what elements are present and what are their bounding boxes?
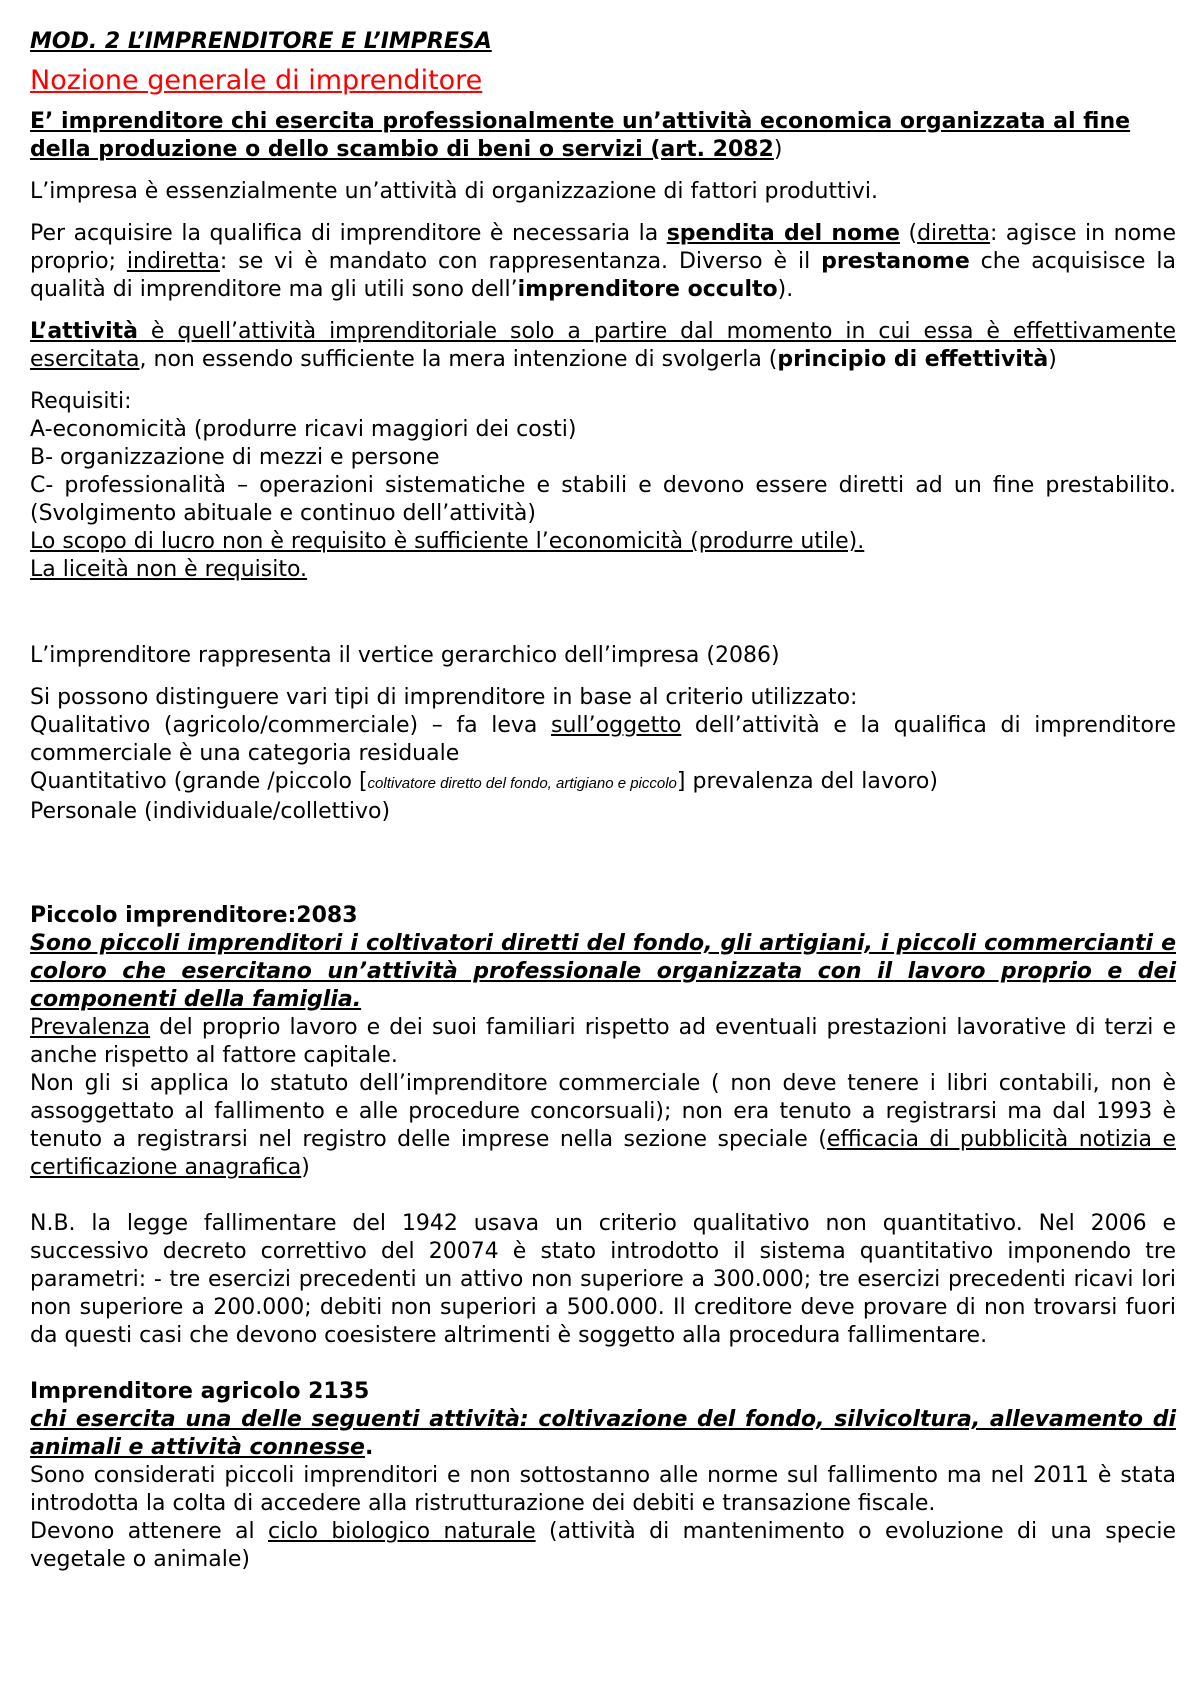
sull-oggetto-term: sull’oggetto — [551, 713, 682, 738]
piccolo-definition: Sono piccoli imprenditori i coltivatori diretti del fondo, gli artigiani, i piccoli commercianti e coloro che esercitano un’attività professionale organizzata con il lavoro proprio e dei componenti della famiglia. — [30, 931, 1176, 1012]
piccolo-heading: Piccolo imprenditore:2083 — [30, 903, 358, 928]
prestanome-term: prestanome — [821, 249, 970, 274]
nota-bene-paragraph: N.B. la legge fallimentare del 1942 usava un criterio qualitativo non quantitativo. Nel 2006 e successivo decreto correttivo del 20074 è stato introdotto il sistema quantitativo imponendo tre parametri: - tre esercizi precedenti un attivo non superiore a 300.000; tre esercizi precedenti ricavi lori non superiore a 200.000; debiti non superiori a 500.000. Il creditore deve provare di non trovarsi fuori da questi casi che devono coesistere altrimenti è soggetto alla procedura fallimentare. — [30, 1211, 1176, 1348]
ciclo-biologico-term: ciclo biologico naturale — [268, 1519, 536, 1544]
document-title: MOD. 2 L’IMPRENDITORE E L’IMPRESA — [30, 29, 492, 54]
agricolo-definition — [30, 1406, 1176, 1462]
statuto-text-1: Non gli si applica lo statuto dell’imprenditore commerciale ( non deve tenere i libri contabili, non è assoggettato al fallimento e alle procedure concorsuali); non era tenuto a registrarsi ma dal 1993 è tenuto a registrarsi nel registro delle imprese nella sezione speciale ( — [30, 1071, 1176, 1152]
vertice-paragraph: L’imprenditore rappresenta il vertice gerarchico dell’impresa (2086) — [30, 643, 780, 668]
spendita-text-1: Per acquisire la qualifica di imprenditore è necessaria la — [30, 221, 667, 246]
quantitativo-text-1: Quantitativo (grande /piccolo [ — [30, 769, 368, 794]
impresa-paragraph: L’impresa è essenzialmente un’attività di organizzazione di fattori produttivi. — [30, 179, 878, 204]
quantitativo-note: coltivatore diretto del fondo, artigiano e piccolo — [367, 775, 677, 792]
attivita-term: L’attività — [30, 319, 138, 344]
agricolo-definition-end: . — [364, 1435, 374, 1460]
definition-paragraph — [30, 108, 1176, 164]
diretta-term: diretta — [917, 221, 990, 246]
qualitativo-text-2: dell’attività e la qualifica di imprenditore commerciale è una categoria residuale — [30, 713, 1176, 766]
agricolo-definition-text: chi esercita una delle seguenti attività: coltivazione del fondo, silvicoltura, allevamento di animali e attività connesse — [30, 1407, 1176, 1460]
spendita-text-4: : se vi è mandato con rappresentanza. Diverso è il — [219, 249, 822, 274]
requisito-b: B- organizzazione di mezzi e persone — [30, 445, 440, 470]
agricolo-heading: Imprenditore agricolo 2135 — [30, 1379, 370, 1404]
prevalenza-text: del proprio lavoro e dei suoi familiari rispetto ad eventuali prestazioni lavorative di terzi e anche rispetto al fattore capitale. — [30, 1015, 1176, 1068]
qualitativo-text-1: Qualitativo (agricolo/commerciale) – fa leva — [30, 713, 552, 738]
agricolo-paragraph-2 — [30, 1518, 1176, 1574]
spendita-text-3: : agisce in nome proprio; — [30, 221, 1176, 274]
agricolo-p2-text-1: Devono attenere al — [30, 1519, 269, 1544]
attivita-text-3: ) — [1048, 347, 1057, 372]
liceita-note: La liceità non è requisito. — [30, 557, 308, 582]
agricolo-paragraph-1: Sono considerati piccoli imprenditori e non sottostanno alle norme sul fallimento ma nel 2011 è stata introdotta la colta di accedere alla ristrutturazione dei debiti e transazione fiscale. — [30, 1463, 1176, 1516]
statuto-paragraph — [30, 1070, 1176, 1182]
indiretta-term: indiretta — [126, 249, 220, 274]
attivita-text-2: , non essendo sufficiente la mera intenzione di svolgerla ( — [139, 347, 778, 372]
tipo-quantitativo — [30, 768, 1176, 798]
section-heading: Nozione generale di imprenditore — [30, 65, 483, 96]
spendita-text-5: che acquisisce la qualità di imprenditore ma gli utili sono dell’ — [30, 249, 1176, 302]
quantitativo-text-2: ] prevalenza del lavoro) — [676, 769, 938, 794]
agricolo-p2-text-2: (attività di mantenimento o evoluzione di una specie vegetale o animale) — [30, 1519, 1176, 1572]
requisito-a: A-economicità (produrre ricavi maggiori dei costi) — [30, 417, 577, 442]
attivita-text-1: è quell’attività imprenditoriale solo a partire dal momento in cui essa è — [137, 319, 1013, 344]
attivita-paragraph — [30, 318, 1176, 374]
piccolo-imprenditore-section — [30, 902, 1176, 1182]
tipi-intro: Si possono distinguere vari tipi di imprenditore in base al criterio utilizzato: — [30, 685, 858, 710]
scopo-lucro-note: Lo scopo di lucro non è requisito è sufficiente l’economicità (produrre utile). — [30, 529, 865, 554]
spendita-del-nome: spendita del nome — [666, 221, 900, 246]
spendita-paragraph — [30, 220, 1176, 304]
tipo-personale: Personale (individuale/collettivo) — [30, 799, 391, 824]
requisiti-block — [30, 388, 1176, 584]
spendita-text-2: ( — [899, 221, 918, 246]
imprenditore-agricolo-section — [30, 1378, 1176, 1574]
document-content — [30, 28, 1176, 1574]
effettivamente-esercitata: effettivamente esercitata — [30, 319, 1176, 372]
requisiti-label: Requisiti: — [30, 389, 132, 414]
requisito-c: C- professionalità – operazioni sistematiche e stabili e devono essere diretti ad un fine prestabilito. (Svolgimento abituale e continuo dell’attività) — [30, 473, 1176, 526]
efficacia-term: efficacia di pubblicità notizia e certificazione anagrafica — [30, 1127, 1176, 1180]
tipi-block — [30, 684, 1176, 826]
definition-text: E’ imprenditore chi esercita professionalmente un’attività economica organizzata al fine della produzione o dello scambio di beni o servizi (art. 2082 — [30, 109, 1131, 162]
imprenditore-occulto-term: imprenditore occulto — [517, 277, 778, 302]
prevalenza-term: Prevalenza — [30, 1015, 151, 1040]
spendita-text-6: ). — [777, 277, 794, 302]
statuto-text-2: ) — [301, 1155, 310, 1180]
tipo-qualitativo — [30, 712, 1176, 768]
principio-effettivita: principio di effettività — [777, 347, 1049, 372]
prevalenza-paragraph — [30, 1014, 1176, 1070]
definition-close: ) — [773, 137, 783, 162]
